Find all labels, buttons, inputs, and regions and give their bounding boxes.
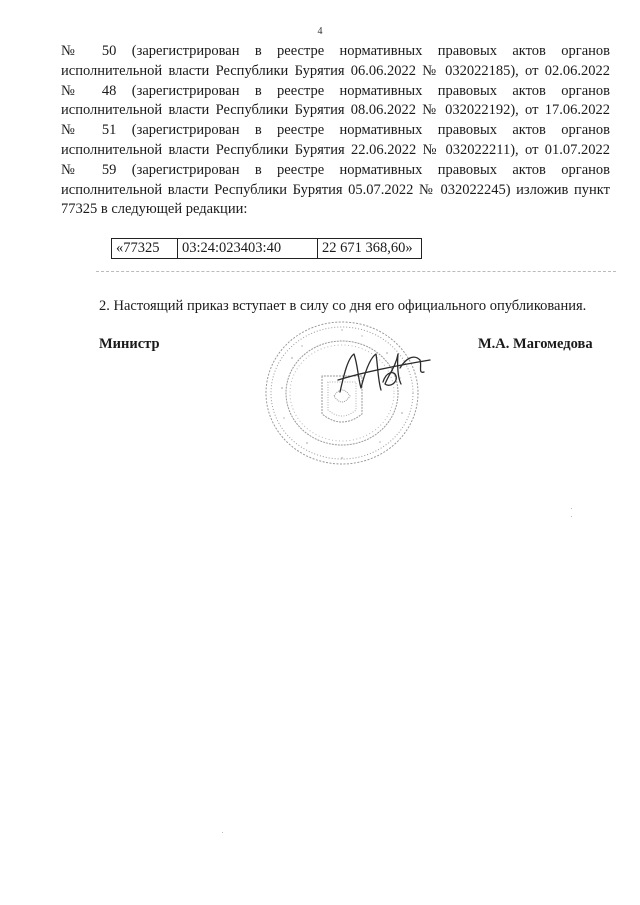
table-row (112, 239, 422, 259)
paragraph-line: исполнительной власти Республики Бурятия 08.06.2022 № 032022192), от 17.06.2022 (61, 102, 610, 119)
clause-2: 2. Настоящий приказ вступает в силу со дня его официального опубликования. (99, 298, 587, 314)
scan-speck (222, 832, 223, 833)
scan-speck (571, 508, 572, 509)
signatory-title: Министр (99, 336, 160, 352)
scan-divider (96, 271, 616, 272)
signatory-name: М.А. Магомедова (478, 336, 593, 352)
amendment-paragraph (61, 42, 610, 220)
paragraph-line: № 51 (зарегистрирован в реестре нормативных правовых актов органов (61, 122, 610, 139)
paragraph-line: № 50 (зарегистрирован в реестре нормативных правовых актов органов (61, 43, 610, 59)
cadastral-value-table (111, 238, 422, 259)
page-number: 4 (317, 26, 323, 37)
scan-speck (571, 516, 572, 517)
paragraph-line: 77325 в следующей редакции: (61, 201, 248, 218)
paragraph-line: № 48 (зарегистрирован в реестре нормативных правовых актов органов (61, 82, 610, 99)
paragraph-line: исполнительной власти Республики Бурятия 22.06.2022 № 032022211), от 01.07.2022 (61, 141, 610, 158)
paragraph-line: исполнительной власти Республики Бурятия 06.06.2022 № 032022185), от 02.06.2022 (61, 62, 610, 79)
table-cell-value: 22 671 368,60» (318, 239, 422, 259)
table-cell-cadastral-number: 03:24:023403:40 (178, 239, 318, 259)
signature (334, 344, 434, 402)
paragraph-line: № 59 (зарегистрирован в реестре нормативных правовых актов органов (61, 161, 610, 178)
paragraph-line: исполнительной власти Республики Бурятия 05.07.2022 № 032022245) изложив пункт (61, 181, 610, 198)
table-cell-item: «77325 (112, 239, 178, 259)
